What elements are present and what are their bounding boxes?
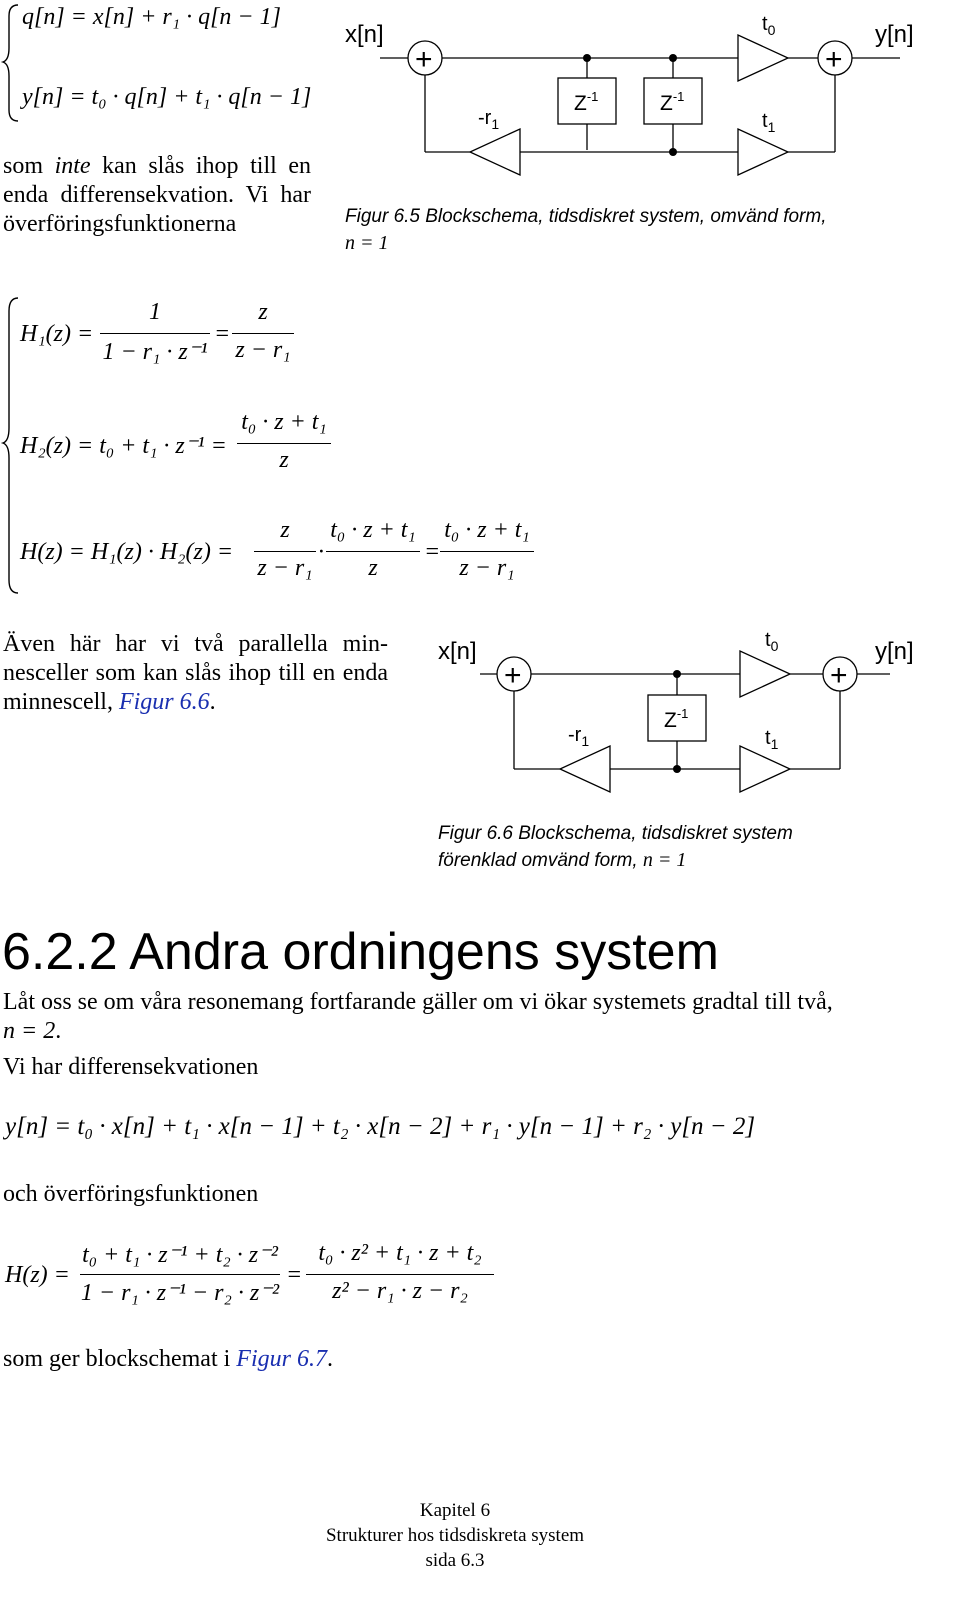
- difference-equation: y[n] = t₀ · x[n] + t₁ · x[n − 1] + t₂ · x[n − 2] + r₁ · y[n − 1] + r₂ · y[n − 2]: [5, 1113, 756, 1140]
- svg-text:t1: $t_1$: [765, 727, 779, 752]
- tf-eq: =: [286, 1262, 303, 1288]
- fraction-bar: [100, 333, 210, 334]
- svg-text:t0: $t_0$: [762, 13, 776, 38]
- transfer-equations: [0, 293, 560, 598]
- gain-r1: [560, 746, 610, 792]
- h1-eq: =: [214, 321, 231, 347]
- paragraph-2: Även här har vi två parallella minnesceller som kan slås ihop till en enda minnescell, Figur 6.6.: [3, 631, 388, 715]
- figure-6-7-link[interactable]: Figur 6.7: [236, 1346, 327, 1372]
- figure-6-5-caption: Figur 6.5 Blockschema, tidsdiskret system, omvänd form, n = 1: [345, 206, 827, 254]
- h-eq: =: [424, 539, 441, 565]
- h1-frac1-num: 1: [149, 299, 161, 325]
- gain-t1: [738, 129, 788, 175]
- gain-t1: [740, 746, 790, 792]
- h2-lhs: H₂(z) = t₀ + t₁ · z⁻¹ =: [20, 433, 227, 459]
- gain-r1: [470, 129, 520, 175]
- tf-f1-den: 1 − r₁ · z⁻¹ − r₂ · z⁻²: [80, 1280, 280, 1306]
- page-footer: [280, 1498, 630, 1573]
- figure-6-5-diagram: [330, 0, 960, 200]
- h-lhs: H(z) = H₁(z) · H₂(z) =: [20, 539, 234, 565]
- section-paragraph-1: Låt oss se om våra resonemang fortfarande gäller om vi ökar systemets gradtal till två, n = 2.: [3, 989, 833, 1044]
- h-f3-num: t₀ · z + t₁: [444, 517, 530, 543]
- h1-frac2-den: z − r₁: [235, 337, 291, 363]
- h1-frac2-num: z: [258, 299, 268, 325]
- tf-f2-num: t₀ · z² + t₁ · z + t₂: [318, 1240, 482, 1266]
- svg-text:+: +: [825, 43, 843, 76]
- figure-6-6-caption: Figur 6.6 Blockschema, tidsdiskret system förenklad omvänd form, n = 1: [438, 823, 793, 871]
- h1-lhs: H₁(z) =: [20, 321, 94, 347]
- svg-text:t1: $t_1$: [762, 110, 776, 135]
- section-paragraph-4: som ger blockschemat i Figur 6.7.: [3, 1346, 333, 1372]
- fraction-bar: [237, 443, 331, 444]
- section-paragraph-3: och överföringsfunktionen: [3, 1181, 259, 1207]
- intro-paragraph: som inte kan slås ihop till en enda differensekvation. Vi har överföringsfunktionerna: [3, 153, 311, 237]
- left-brace-icon: [0, 0, 24, 125]
- svg-text:-r1: $-r_1$: [568, 724, 590, 749]
- fraction-bar: [306, 1274, 494, 1275]
- tf-f2-den: z² − r₁ · z − r₂: [332, 1278, 468, 1304]
- svg-text:x[n]: x[n]: [345, 21, 384, 48]
- h-dot: ·: [318, 539, 324, 565]
- svg-text:Z-1: $Z^{-1}$: [664, 706, 689, 732]
- system-equations: [0, 0, 330, 125]
- h-f2-den: z: [368, 555, 378, 581]
- svg-text:Z-1: $Z^{-1}$: [660, 89, 685, 115]
- section-heading: 6.2.2 Andra ordningens system: [2, 923, 719, 981]
- h-f2-num: t₀ · z + t₁: [330, 517, 416, 543]
- svg-text:-r1: $-r_1$: [478, 107, 500, 132]
- h1-frac1-den: 1 − r₁ · z⁻¹: [102, 339, 208, 365]
- svg-text:Z-1: $Z^{-1}$: [574, 89, 599, 115]
- y-equation: y[n] = t₀ · q[n] + t₁ · q[n − 1]: [22, 84, 312, 110]
- svg-text:y[n]: y[n]: [875, 21, 914, 48]
- fraction-bar: [232, 333, 294, 334]
- tf-f1-num: t₀ + t₁ · z⁻¹ + t₂ · z⁻²: [82, 1242, 278, 1268]
- q-equation: q[n] = x[n] + r₁ · q[n − 1]: [22, 4, 281, 30]
- footer-chapter: Kapitel 6: [419, 1500, 491, 1521]
- svg-text:x[n]: x[n]: [438, 638, 477, 665]
- fraction-bar: [326, 551, 420, 552]
- figure-6-6-diagram: [420, 615, 960, 815]
- svg-text:y[n]: y[n]: [875, 638, 914, 665]
- section-paragraph-2: Vi har differensekvationen: [3, 1054, 259, 1080]
- gain-t0: [738, 35, 788, 81]
- h-f1-num: z: [280, 517, 290, 543]
- transfer-function-2nd-order: [0, 1238, 520, 1318]
- h-f1-den: z − r₁: [257, 555, 313, 581]
- svg-text:+: +: [830, 659, 848, 692]
- fraction-bar: [254, 551, 316, 552]
- svg-text:t0: $t_0$: [765, 629, 779, 654]
- footer-title: Strukturer hos tidsdiskreta system: [325, 1525, 585, 1546]
- h2-num: t₀ · z + t₁: [241, 409, 327, 435]
- figure-6-6-link[interactable]: Figur 6.6: [118, 689, 210, 715]
- svg-text:+: +: [415, 43, 433, 76]
- h-f3-den: z − r₁: [459, 555, 515, 581]
- fraction-bar: [440, 551, 534, 552]
- gain-t0: [740, 651, 790, 697]
- fraction-bar: [80, 1274, 280, 1275]
- tf-lhs: H(z) =: [5, 1262, 70, 1288]
- svg-text:+: +: [504, 659, 522, 692]
- footer-page-number: sida 6.3: [425, 1550, 485, 1571]
- h2-den: z: [279, 447, 289, 473]
